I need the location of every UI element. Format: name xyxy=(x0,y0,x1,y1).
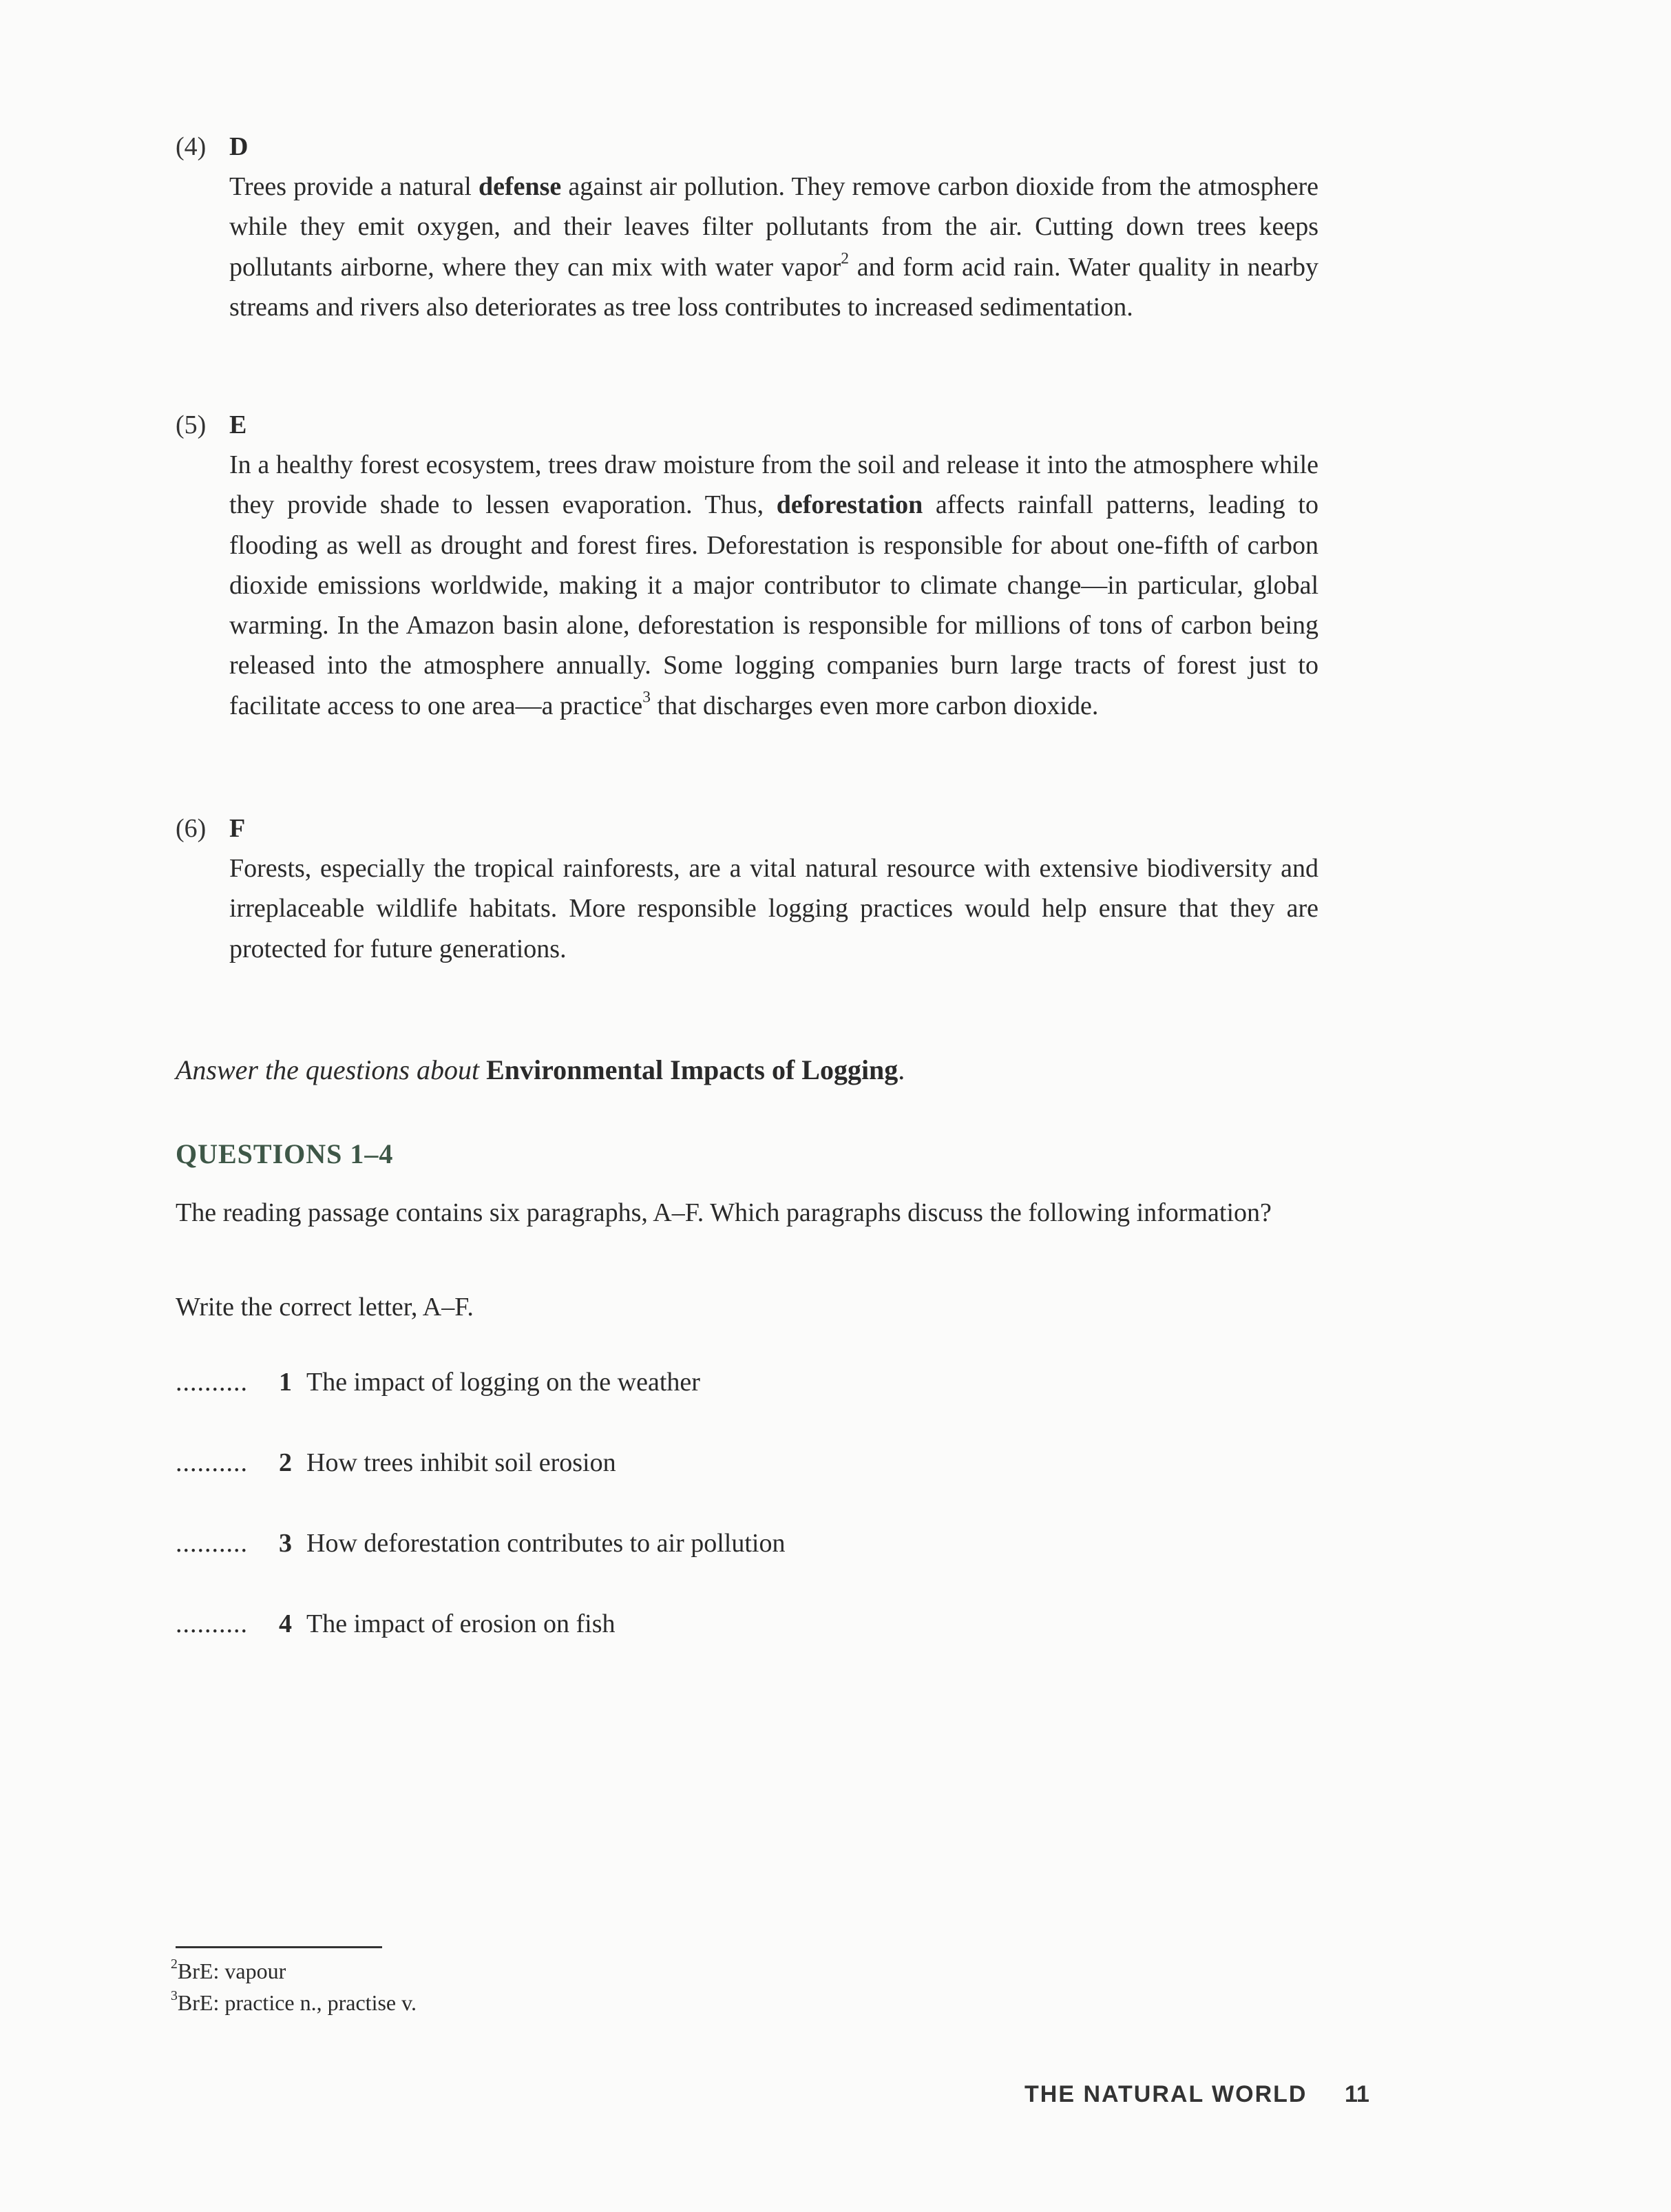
running-footer-section: THE NATURAL WORLD xyxy=(1024,2081,1307,2107)
question-number: 4 xyxy=(279,1609,292,1638)
question-text: How trees inhibit soil erosion xyxy=(306,1448,616,1477)
footnote-text: BrE: practice n., practise v. xyxy=(177,1990,417,2015)
text-run: that discharges even more carbon dioxide. xyxy=(651,691,1099,720)
paragraph-heading xyxy=(176,405,1318,445)
paragraph-number: (6) xyxy=(176,814,207,843)
text-run: In a healthy forest ecosystem, trees draw moisture from the soil and release it into the atmosphere while they provide shade to lessen evaporation. Thus, xyxy=(229,450,1318,520)
question-number: 1 xyxy=(279,1368,292,1397)
paragraph-body xyxy=(229,167,1318,327)
answer-blank[interactable]: .......... xyxy=(176,1448,248,1477)
answer-blank[interactable]: .......... xyxy=(176,1529,248,1558)
paragraph-number: (5) xyxy=(176,410,207,439)
footnote xyxy=(171,1987,417,2018)
footnote-ref: 3 xyxy=(642,688,651,707)
questions-title: QUESTIONS 1–4 xyxy=(176,1138,394,1169)
answer-blank[interactable]: .......... xyxy=(176,1609,248,1638)
footnote-divider xyxy=(176,1946,382,1948)
question-text: The impact of erosion on fish xyxy=(306,1609,616,1638)
footnote xyxy=(171,1956,286,1986)
text-run: and form acid rain. Water quality in nearby streams and rivers also deteriorates as tree loss contributes to increased sedimentation. xyxy=(229,252,1318,322)
paragraph-body xyxy=(229,445,1318,726)
paragraph-body xyxy=(229,848,1318,969)
questions-write-instruction: Write the correct letter, A–F. xyxy=(176,1293,474,1322)
question-item xyxy=(176,1523,785,1563)
instruction-prefix: Answer the questions about xyxy=(176,1054,487,1085)
footnote-ref: 2 xyxy=(841,249,850,267)
question-item xyxy=(176,1443,616,1483)
instruction-suffix: . xyxy=(898,1054,905,1085)
text-run: against air pollution. They remove carbon dioxide from the atmosphere while they emit oxygen, and their leaves filter pollutants from the air. Cutting down trees keeps pollutants airborne, where they can mix with water vapor xyxy=(229,172,1318,282)
question-text: How deforestation contributes to air pollution xyxy=(306,1529,786,1558)
paragraph-number: (4) xyxy=(176,132,207,161)
footnote-mark: 3 xyxy=(171,1988,178,2004)
bold-term: defense xyxy=(478,172,562,201)
text-run: Forests, especially the tropical rainforests, are a vital natural resource with extensive biodiversity and irreplaceable wildlife habitats. More responsible logging practices would help ensure that they are protected for future generations. xyxy=(229,854,1318,963)
question-number: 3 xyxy=(279,1529,292,1558)
question-text: The impact of logging on the weather xyxy=(306,1368,700,1397)
page-number: 11 xyxy=(1345,2081,1369,2107)
paragraph-d xyxy=(176,127,1318,327)
paragraph-letter: F xyxy=(229,814,246,843)
question-item xyxy=(176,1604,616,1644)
paragraph-e xyxy=(176,405,1318,726)
text-run: affects rainfall patterns, leading to flooding as well as drought and forest fires. Deforestation is responsible for about one-fifth of carbon dioxide emissions worldwide, making it a major contributor to climate change—in particular, global warming. In the Amazon basin alone, deforestation is responsible for millions of tons of carbon being released into the atmosphere annually. Some logging companies burn large tracts of forest just to facilitate access to one area—a practice xyxy=(229,490,1318,720)
paragraph-heading xyxy=(176,127,1318,167)
footnote-text: BrE: vapour xyxy=(177,1959,286,1983)
questions-intro: The reading passage contains six paragraphs, A–F. Which paragraphs discuss the following information? xyxy=(176,1198,1272,1227)
footnote-mark: 2 xyxy=(171,1957,178,1972)
paragraph-f xyxy=(176,808,1318,969)
instruction-line xyxy=(176,1050,905,1091)
question-number: 2 xyxy=(279,1448,292,1477)
answer-blank[interactable]: .......... xyxy=(176,1368,248,1397)
paragraph-letter: D xyxy=(229,132,249,161)
text-run: Trees provide a natural xyxy=(229,172,479,201)
passage-title: Environmental Impacts of Logging xyxy=(486,1054,898,1085)
bold-term: deforestation xyxy=(776,490,923,520)
paragraph-letter: E xyxy=(229,410,247,439)
question-item xyxy=(176,1362,700,1402)
paragraph-heading xyxy=(176,808,1318,848)
